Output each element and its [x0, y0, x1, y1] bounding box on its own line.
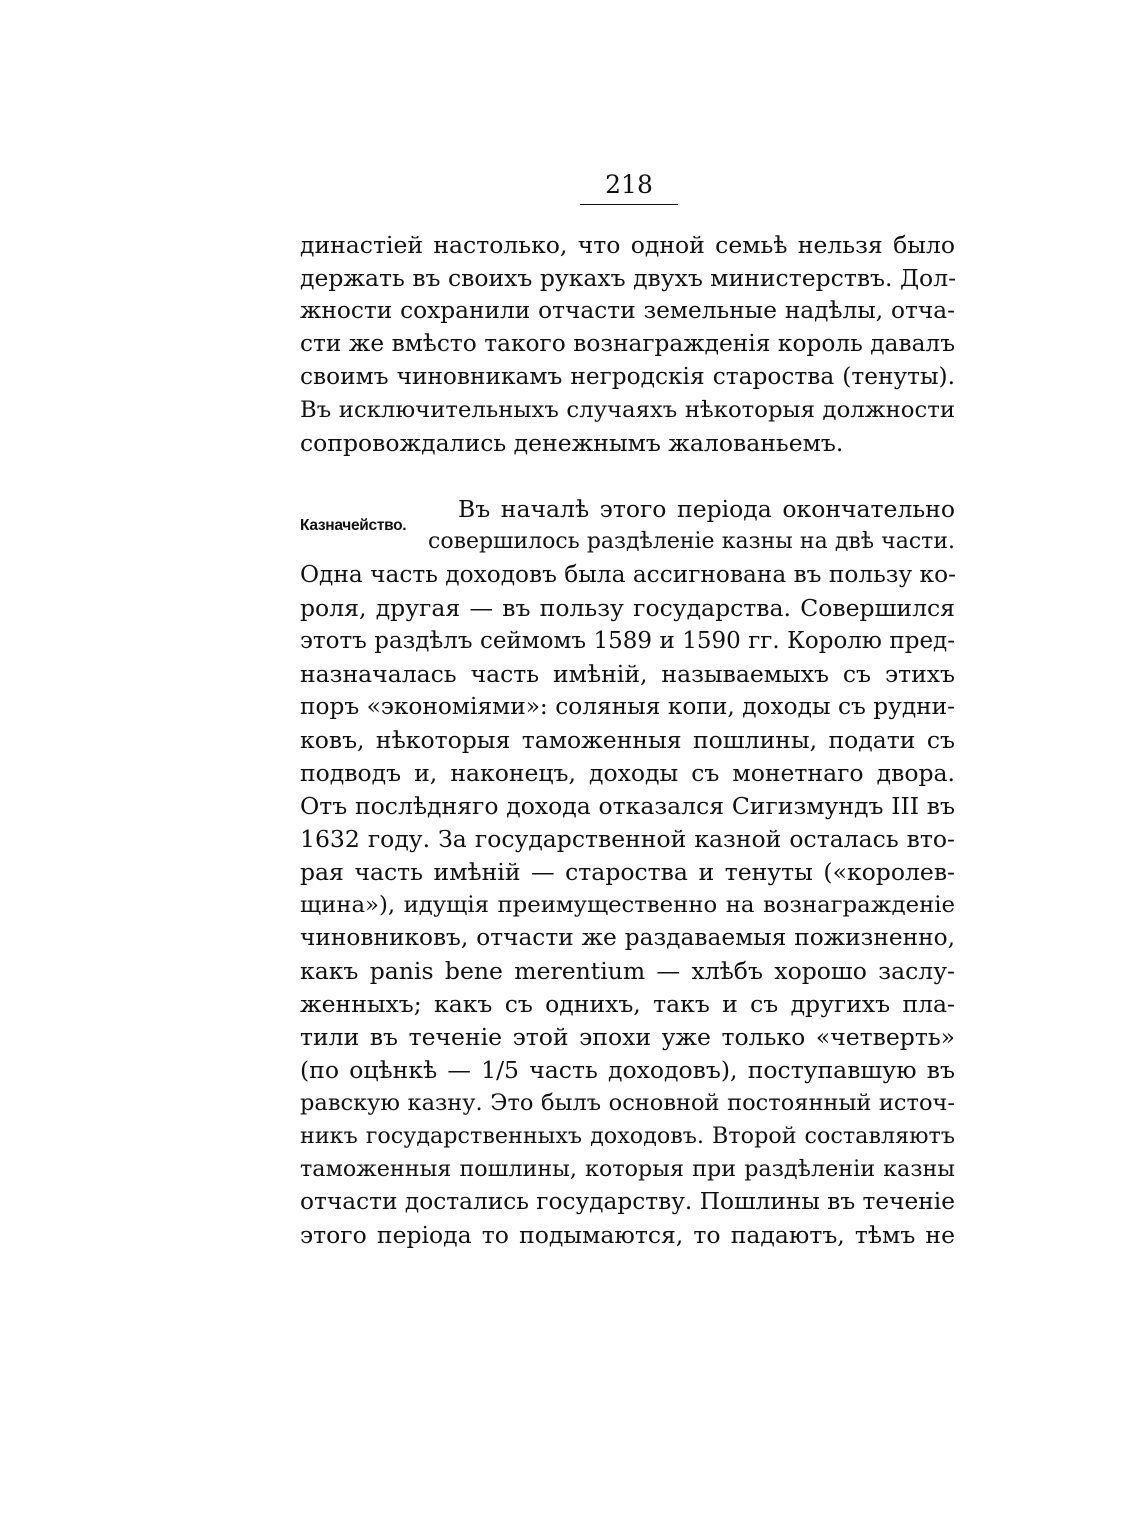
text-line: Въ исключительныхъ случаяхъ нѣкоторыя должности [300, 397, 955, 423]
margin-note-treasury: Казначейство. [300, 517, 407, 534]
text-line: сти же вмѣсто такого вознагражденія король давалъ [300, 330, 955, 357]
text-line: назначалась часть имѣній, называемыхъ съ этихъ [300, 660, 955, 688]
text-line: 1632 году. За государственной казной осталась вто- [300, 825, 955, 853]
page-number: 218 [605, 170, 653, 199]
text-line: равскую казну. Это былъ основной постоянный источ- [300, 1090, 955, 1116]
text-line: совершилось раздѣленіе казны на двѣ части. [428, 529, 955, 554]
text-line: своимъ чиновникамъ негродскія староства (тенуты). [300, 363, 955, 390]
text-line: роля, другая — въ пользу государства. Совершился [300, 594, 955, 622]
page-number-rule [580, 204, 678, 205]
text-line: поръ «экономіями»: соляныя копи, доходы съ рудни- [300, 693, 955, 720]
text-line: подводъ и, наконецъ, доходы съ монетнаго двора. [300, 759, 955, 787]
text-line: отчасти достались государству. Пошлины въ теченіе [300, 1188, 955, 1215]
text-line: никъ государственныхъ доходовъ. Второй составляютъ [300, 1123, 955, 1149]
text-line: тили въ теченіе этой эпохи уже только «четверть» [300, 1023, 955, 1051]
text-line: держать въ своихъ рукахъ двухъ министерствъ. Дол- [300, 264, 957, 292]
text-line: таможенныя пошлины, которыя при раздѣленіи казны [300, 1156, 955, 1182]
text-line: женныхъ; какъ съ однихъ, такъ и съ другихъ пла- [300, 990, 955, 1018]
text-line: этого періода то подымаются, то падаютъ, тѣмъ не [300, 1221, 955, 1249]
text-line: Отъ послѣдняго дохода отказался Сигизмундъ III въ [300, 792, 955, 820]
text-line: щина»), идущія преимущественно на вознагражденіе [300, 892, 955, 918]
text-line: (по оцѣнкѣ — 1/5 часть доходовъ), поступавшую въ [300, 1056, 955, 1084]
text-line: Въ началѣ этого періода окончательно [458, 495, 955, 523]
text-line: рая часть имѣній — староства и тенуты («королев- [300, 858, 955, 886]
text-line: сопровождались денежнымъ жалованьемъ. [300, 429, 844, 457]
text-line: ковъ, нѣкоторыя таможенныя пошлины, подати съ [300, 726, 955, 754]
text-line: чиновниковъ, отчасти же раздаваемыя пожизненно, [300, 924, 955, 951]
text-line: жности сохранили отчасти земельные надѣлы, отча- [300, 297, 955, 324]
text-line: этотъ раздѣлъ сеймомъ 1589 и 1590 гг. Королю пред- [300, 628, 955, 654]
text-line: какъ panis bene merentium — хлѣбъ хорошо заслу- [300, 957, 955, 985]
text-line: Одна часть доходовъ была ассигнована въ пользу ко- [300, 561, 956, 588]
text-line: династіей настолько, что одной семьѣ нельзя было [300, 231, 955, 259]
